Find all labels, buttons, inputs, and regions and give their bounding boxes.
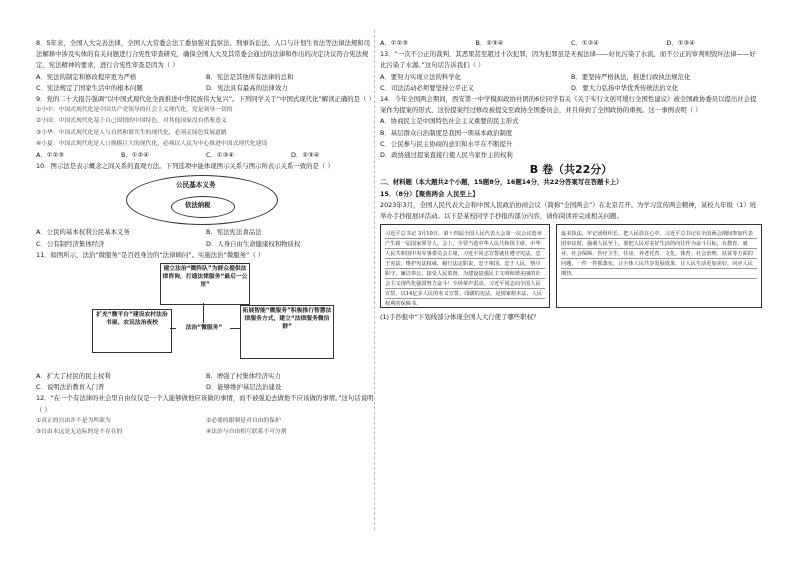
right-box: 拓展智能“微服务”积极推行智慧法律服务方式，建立“法律服务微信群” — [240, 305, 334, 359]
q11-option-a: A．扩大了村民的民主权利 — [36, 372, 111, 381]
q12-item-1: ①真正的自由并不是为所欲为 — [36, 417, 111, 424]
q12-item-4: ④法治与自由相互联系不可分割 — [206, 429, 287, 436]
q14-option-d: D．政协通过提案直接行使人民当家作主的权利 — [380, 151, 513, 160]
q9-stem: 9．党的二十大报告强调“以中国式现代化全面推进中华民族伟大复兴”。下列同学关于“中国式现代化”解读正确的是（ ） — [36, 95, 375, 104]
q8-stem: 8．5年来，全国人大完善法律，全国人大常委会法工委加强对监察法、刑事诉讼法、人口与计划生育法等法律法规和司法解释中涉及实体的有关问题进行合宪性审查研究，确保全国人大及其常委会通过的法律和作出的决定决议符合宪法规定、宪法精神的要求，进行合宪性审查是因为（ ） — [36, 39, 371, 70]
q11-diagram — [36, 263, 376, 369]
center-box: 法治“微服务” — [176, 323, 232, 335]
q14-option-a: A．协商民主是中国特色社会主义重要的民主形式 — [380, 117, 519, 126]
handwritten-panels — [380, 224, 762, 308]
q13-option-c: C．司法活动必须要坚持公平正义 — [380, 83, 474, 92]
left-column — [36, 38, 376, 438]
q10-stem: 10．图示法是表示概念之间关系的直观方法。下列选项中能体现图示关系与图示所表示关系一致的是（ ） — [36, 162, 334, 171]
q8-options-row2 — [36, 83, 376, 94]
q14-stem: 14．今年全国两会期间，西安第一中学模拟政协社团的6位同学有关《关于实行文创可缓行全国性建议》被全国政协委员以提出社会提案作为提案的形式，这份提案经过修改被提交至政协全国委员会，并且得到了全国政协的重视。这一事例表明（ ） — [380, 95, 757, 115]
q10-option-a: A．公民的基本权利公民基本义务 — [36, 228, 130, 237]
q12-option-b: B．②③④ — [475, 39, 504, 47]
connector-left — [170, 328, 176, 329]
q10-option-d: D．人身自由生命健康权和物质权 — [206, 239, 301, 248]
q10-options-row2 — [36, 239, 376, 250]
q10-option-b: B．宪法宪法食品法 — [206, 228, 262, 237]
q12-option-c: C．①②④ — [571, 39, 600, 47]
q10-diagram — [36, 175, 376, 225]
q8-option-b: B．宪法是其他所有法律的总和 — [206, 72, 294, 81]
q9-item-3: ③小华：中国式现代化是人与自然和谐共生的现代化，必须走绿色发展道路 — [36, 129, 227, 136]
q15-heading: 15．（8分）【聚焦两会 人民至上】 — [380, 189, 479, 198]
q9-option-b: B．①②④ — [121, 151, 149, 160]
q14-option-b: B．基层群众自治制度是我国一项基本政治制度 — [380, 128, 513, 137]
q13-option-b: B．要坚持严格执法，推进行政执法规范化 — [571, 72, 691, 81]
q11-stem: 11．如图所示，法治“微服务”是百姓身边的“法律顾问”。实施法治“微服务”（ ） — [36, 250, 265, 259]
q9-item-2: ②小国：中国式现代化基于自己国情的中国特色，对其他国家没有借鉴意义 — [36, 118, 227, 125]
q13-stem: 13．“一次不公正的裁判，其恶果甚至超过十次犯罪，因为犯罪虽是无视法律——好比污染了水流，而不公正的审判则毁坏法律——好比污染了水源。”这句话告诉我们（ ） — [380, 50, 756, 70]
q13-option-d: D．要大力弘扬中华优秀传统法治文化 — [571, 83, 679, 92]
q15-question-1: (1)手抄报中“下划线部分体现全国人大行使了哪些职权？ — [380, 313, 540, 322]
q12-items — [36, 416, 376, 427]
q12-options — [380, 38, 762, 49]
handwritten-panel-left — [380, 224, 550, 308]
q13-options-row2 — [380, 83, 762, 94]
handwritten-text-left: 习近平总书记 3月10日，第十四届全国人民代表大会第一次会议选举产生新一届国家领导人。会上，全票当选中华人民共和国主席、中华人民共和国中央军事委员会主席，习近平同志宣誓就任遵守宪法，忠于宪法，维护宪法权威，履行法定职责，忠于祖国、忠于人民，恪尽职守、廉洁奉公，接受人民监督，为建设富强民主文明和谐美丽的社会主义现代化强国努力奋斗！全场掌声雷动。习近平同志向全国人民宣誓，以14亿多人民的名义宣誓。印刷的宪法，是国家根本法，人民权利的保障书。 — [385, 229, 545, 308]
q9-options — [36, 150, 376, 161]
q9-option-d: D．②③④ — [291, 151, 320, 160]
q11-option-d: D．能够维护基层法治建设 — [206, 383, 282, 392]
q12-item-2: ②必要的限制是对自由的保护 — [206, 417, 281, 424]
outer-ellipse-label: 公民基本义务 — [176, 181, 216, 190]
q8-option-d: D．宪法具有最高的法律效力 — [206, 83, 288, 92]
q15-intro: 2023年3月，全国人民代表大会和中国人民政治协商会议（简称“全国两会”）在北京召开。为学习宣传两会精神，某校九年级（1）班举办手抄报展评活动。以下是某校同学手抄报的部分内容，请你阅读并完成相关问题。 — [380, 200, 757, 221]
connector-right — [230, 328, 240, 329]
q9-option-a: A．①②③ — [36, 151, 64, 160]
q10-options — [36, 227, 376, 238]
q12-option-a: A．①②③ — [380, 39, 408, 47]
q11-options — [36, 371, 376, 382]
q14-option-c: C．公民参与民主协商的意识和水平在不断提升 — [380, 139, 513, 148]
q12-items-row2 — [36, 427, 376, 438]
q8-options — [36, 72, 376, 83]
right-column — [380, 38, 762, 323]
q8-option-a: A．宪法的制定和修改程序更为严格 — [36, 72, 137, 81]
q9-option-c: C．①③④ — [206, 151, 235, 160]
handwritten-text-right: 最美执法，牢记团组织长，把人民放在心中。习近平总书记在全国两会期间参加代表团审议时，强调人民至上。要把人民对美好生活的向往作为奋斗目标，在教育、就业、社会保障、医疗卫生、住房、养老托育、文化、体育、社会治理、扶贫等方面的问题，一件一件抓落实，让全体人民共享发展成果，让人民生活更加美好。回应人民期待。 — [561, 229, 757, 279]
q12-item-3: ③自由永远是无边际的是不存在的 — [36, 429, 123, 436]
q11-option-c: C．说明法治教育入门普 — [36, 383, 105, 392]
left-box: 扩充“微平台”建设农村法治书屋、农民法治夜校 — [92, 309, 172, 353]
handwritten-panel-right — [556, 224, 762, 308]
q9-item-4: ④小夏：中国式现代化是人口规模巨大的现代化，必须以人民为中心推进中国式现代化建设 — [36, 140, 268, 147]
q8-option-c: C．宪法规定了国家生活中的根本问题 — [36, 83, 143, 92]
q11-option-b: B．增强了村集体经济实力 — [206, 372, 281, 381]
top-box: 建立法治“微阵队”为群众提供法律咨询，打通法律服务“最后一公里” — [160, 263, 250, 305]
q12-option-d: D．①③④ — [666, 39, 695, 47]
materials-heading: 二、材料题（本大题共2个小题，15题8分，16题14分，共22分答案写在答题卡上） — [380, 178, 623, 187]
q11-options-row2 — [36, 382, 376, 393]
inner-ellipse-label: 依法纳税 — [185, 201, 211, 210]
q12-stem: 12．“在一个有法律的社会里自由仅仅是一个人能够做他应该做的事情，而不被强迫去做他不应该做的事情。”这句话说明（ ） — [36, 394, 374, 414]
q13-option-a: A．要努力实现立法的科学化 — [380, 72, 462, 81]
q10-option-c: C．公有制经济集体经济 — [36, 239, 105, 248]
section-b-title: B 卷（共22分） — [529, 163, 613, 177]
q13-options — [380, 72, 762, 83]
q9-item-1: ①小中：中国式现代化是中国共产党领导的社会主义现代化，党是领导一切的 — [36, 107, 233, 114]
